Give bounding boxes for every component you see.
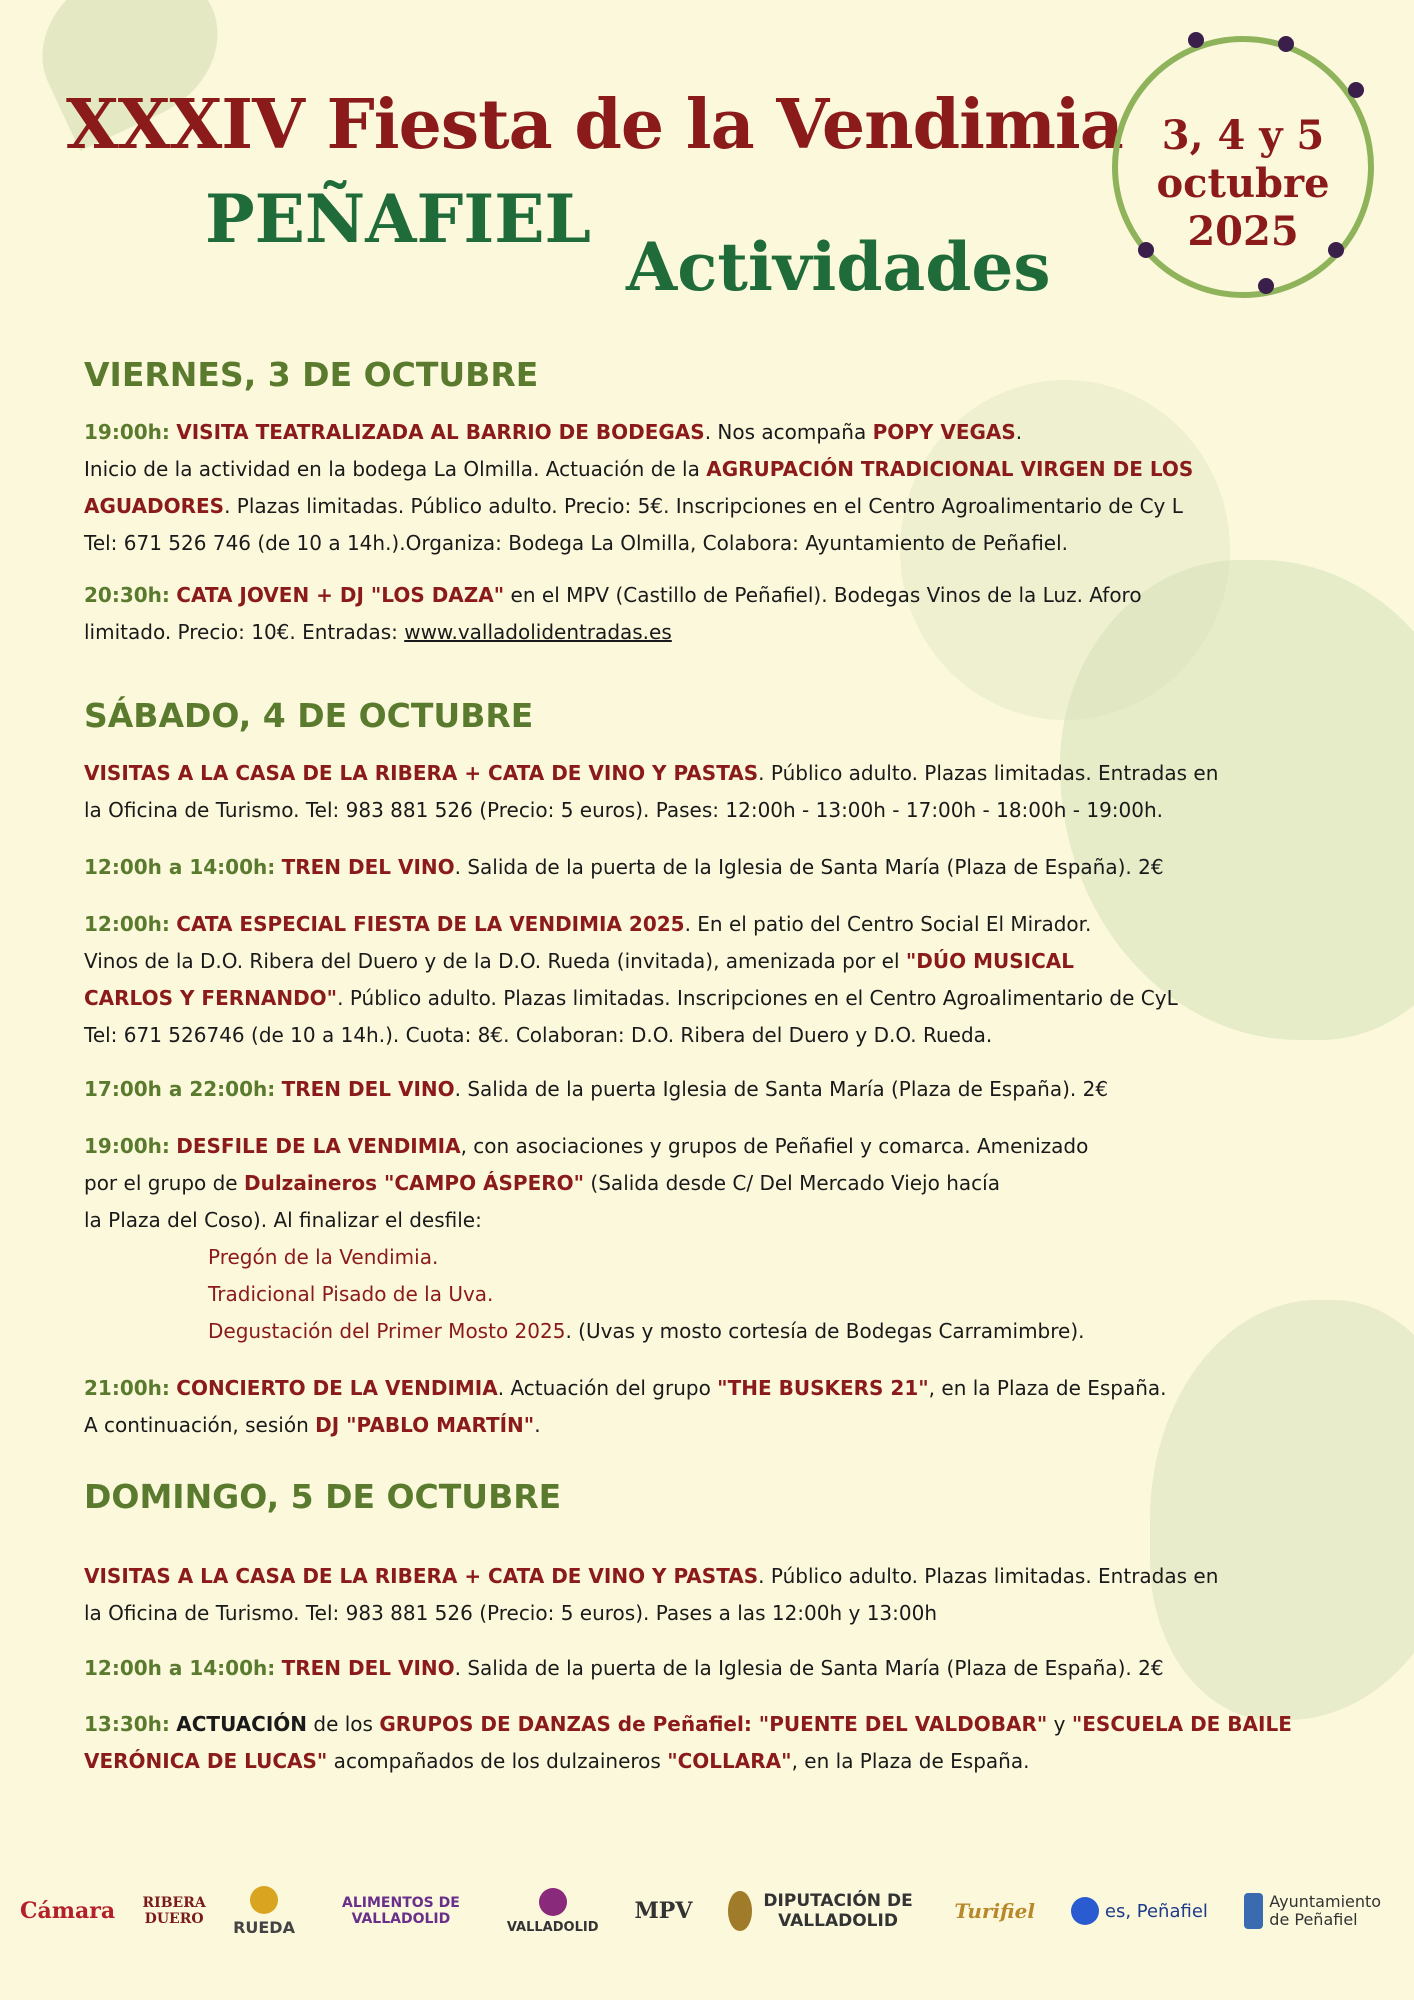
- event-name: VISITA TEATRALIZADA AL BARRIO DE BODEGAS: [176, 420, 705, 444]
- sub-activity: Pregón de la Vendimia.: [208, 1245, 439, 1269]
- group-name: VERÓNICA DE LUCAS": [84, 1749, 328, 1773]
- date-days: 3, 4 y 5: [1161, 112, 1325, 159]
- event-friday-1: 19:00h: VISITA TEATRALIZADA AL BARRIO DE BODEGAS. Nos acompaña POPY VEGAS. Inicio de la actividad en la bodega La Olmilla. Actuación de la AGRUPACIÓN TRADICIONAL VIRGEN DE LOS AGUADORES. Plazas limitadas. Público adulto. Precio: 5€. Inscripciones en el Centro Agroalimentario de Cy L Tel: 671 526 746 (de 10 a 14h.).Organiza: Bodega La Olmilla, Colabora: Ayuntamiento de Peñafiel.: [84, 420, 1194, 555]
- grape-icon: [1278, 36, 1294, 52]
- page-subtitle: Actividades: [626, 228, 1051, 306]
- festival-title: XXXIV Fiesta de la Vendimia: [66, 85, 1123, 165]
- dj-name: DJ "PABLO MARTÍN": [315, 1413, 535, 1437]
- sub-activity: Tradicional Pisado de la Uva.: [208, 1282, 494, 1306]
- tickets-link[interactable]: www.valladolidentradas.es: [404, 620, 672, 644]
- sub-activity: Degustación del Primer Mosto 2025: [208, 1319, 566, 1343]
- event-name: TREN DEL VINO: [281, 1077, 455, 1101]
- event-saturday-1: VISITAS A LA CASA DE LA RIBERA + CATA DE VINO Y PASTAS. Público adulto. Plazas limitadas. Entradas en la Oficina de Turismo. Tel: 983 881 526 (Precio: 5 euros). Pases: 12:00h - 13:00h - 17:00h - 18:00h - 19:00h.: [84, 761, 1219, 822]
- grape-icon: [1258, 278, 1274, 294]
- ayuntamiento-penafiel-logo: Ayuntamiento de Peñafiel: [1244, 1893, 1394, 1929]
- day-heading-sunday: DOMINGO, 5 DE OCTUBRE: [84, 1477, 562, 1516]
- turifiel-logo: Turifiel: [954, 1899, 1035, 1923]
- day-heading-friday: VIERNES, 3 DE OCTUBRE: [84, 355, 539, 394]
- es-penafiel-logo: es, Peñafiel: [1071, 1897, 1208, 1925]
- camara-logo: Cámara: [20, 1898, 116, 1924]
- event-saturday-5: 19:00h: DESFILE DE LA VENDIMIA, con asociaciones y grupos de Peñafiel y comarca. Amenizado por el grupo de Dulzaineros "CAMPO ÁSPERO" (Salida desde C/ Del Mercado Viejo hacía la Plaza del Coso). Al finalizar el desfile: Pregón de la Vendimia. Tradicional Pisado de la Uva. Degustación del Primer Mosto 2025. (Uvas y mosto cortesía de Bodegas Carramimbre).: [84, 1134, 1089, 1343]
- alimentos-valladolid-logo: ALIMENTOS DE VALLADOLID: [342, 1895, 460, 1927]
- event-time: 21:00h:: [84, 1376, 170, 1400]
- event-time: 19:00h:: [84, 1134, 170, 1158]
- grape-icon: [1188, 32, 1204, 48]
- sponsor-logos: [20, 1868, 1394, 1954]
- diputacion-valladolid-logo: DIPUTACIÓN DE VALLADOLID: [728, 1891, 918, 1931]
- event-name: CONCIERTO DE LA VENDIMIA: [176, 1376, 498, 1400]
- town-name: PEÑAFIEL: [205, 180, 591, 258]
- ribera-duero-logo: RIBERA DUERO: [142, 1895, 206, 1927]
- event-name: CATA ESPECIAL FIESTA DE LA VENDIMIA 2025: [176, 912, 685, 936]
- festival-dates: [1112, 112, 1374, 256]
- grape-icon: [1348, 82, 1364, 98]
- group-name: AGRUPACIÓN TRADICIONAL VIRGEN DE LOS: [706, 457, 1194, 481]
- event-time: 12:00h:: [84, 912, 170, 936]
- group-name: "ESCUELA DE BAILE: [1071, 1712, 1292, 1736]
- event-saturday-3: 12:00h: CATA ESPECIAL FIESTA DE LA VENDIMIA 2025. En el patio del Centro Social El Mirador. Vinos de la D.O. Ribera del Duero y de la D.O. Rueda (invitada), amenizada por el "DÚO MUSICAL CARLOS Y FERNANDO". Público adulto. Plazas limitadas. Inscripciones en el Centro Agroalimentario de CyL Tel: 671 526746 (de 10 a 14h.). Cuota: 8€. Colaboran: D.O. Ribera del Duero y D.O. Rueda.: [84, 912, 1178, 1047]
- event-saturday-2: 12:00h a 14:00h: TREN DEL VINO. Salida de la puerta de la Iglesia de Santa María (Plaza de España). 2€: [84, 855, 1164, 879]
- valladolid-logo: VALLADOLID: [507, 1888, 599, 1935]
- rueda-icon: [250, 1886, 278, 1914]
- group-name: "THE BUSKERS 21": [717, 1376, 929, 1400]
- group-name: "COLLARA": [667, 1749, 792, 1773]
- event-name: VISITAS A LA CASA DE LA RIBERA + CATA DE VINO Y PASTAS: [84, 761, 759, 785]
- event-time: 17:00h a 22:00h:: [84, 1077, 276, 1101]
- event-time: 20:30h:: [84, 583, 170, 607]
- event-saturday-4: 17:00h a 22:00h: TREN DEL VINO. Salida de la puerta Iglesia de Santa María (Plaza de España). 2€: [84, 1077, 1109, 1101]
- rueda-logo: RUEDA: [233, 1886, 295, 1937]
- event-sunday-1: VISITAS A LA CASA DE LA RIBERA + CATA DE VINO Y PASTAS. Público adulto. Plazas limitadas. Entradas en la Oficina de Turismo. Tel: 983 881 526 (Precio: 5 euros). Pases a las 12:00h y 13:00h: [84, 1564, 1219, 1625]
- event-saturday-6: 21:00h: CONCIERTO DE LA VENDIMIA. Actuación del grupo "THE BUSKERS 21", en la Plaza de España. A continuación, sesión DJ "PABLO MARTÍN".: [84, 1376, 1167, 1437]
- event-name: TREN DEL VINO: [281, 1656, 455, 1680]
- date-year: 2025: [1187, 208, 1299, 255]
- date-month: octubre: [1156, 160, 1330, 207]
- es-penafiel-icon: [1071, 1897, 1099, 1925]
- event-time: 12:00h a 14:00h:: [84, 1656, 276, 1680]
- event-name: ACTUACIÓN: [176, 1712, 308, 1736]
- group-name: AGUADORES: [84, 494, 225, 518]
- eye-icon: [539, 1888, 567, 1916]
- day-heading-saturday: SÁBADO, 4 DE OCTUBRE: [84, 696, 534, 735]
- event-sunday-2: 12:00h a 14:00h: TREN DEL VINO. Salida de la puerta de la Iglesia de Santa María (Plaza de España). 2€: [84, 1656, 1164, 1680]
- grape-leaf-decoration: [1150, 1300, 1414, 1720]
- event-name: TREN DEL VINO: [281, 855, 455, 879]
- event-name: VISITAS A LA CASA DE LA RIBERA + CATA DE VINO Y PASTAS: [84, 1564, 759, 1588]
- event-friday-2: 20:30h: CATA JOVEN + DJ "LOS DAZA" en el MPV (Castillo de Peñafiel). Bodegas Vinos de la Luz. Aforo limitado. Precio: 10€. Entradas: www.valladolidentradas.es: [84, 583, 1142, 644]
- event-name: DESFILE DE LA VENDIMIA: [176, 1134, 461, 1158]
- event-sunday-3: 13:30h: ACTUACIÓN de los GRUPOS DE DANZAS de Peñafiel: "PUENTE DEL VALDOBAR" y "ESCUELA DE BAILE VERÓNICA DE LUCAS" acompañados de los dulzaineros "COLLARA", en la Plaza de España.: [84, 1712, 1292, 1773]
- guest-name: POPY VEGAS: [872, 420, 1016, 444]
- event-time: 12:00h a 14:00h:: [84, 855, 276, 879]
- event-time: 13:30h:: [84, 1712, 170, 1736]
- group-name: CARLOS Y FERNANDO": [84, 986, 338, 1010]
- event-name: CATA JOVEN + DJ "LOS DAZA": [176, 583, 505, 607]
- event-time: 19:00h:: [84, 420, 170, 444]
- coat-of-arms-icon: [728, 1891, 751, 1931]
- group-name: GRUPOS DE DANZAS de Peñafiel: "PUENTE DEL VALDOBAR": [379, 1712, 1048, 1736]
- shield-icon: [1244, 1893, 1263, 1929]
- mpv-logo: MPV: [634, 1898, 693, 1924]
- group-name: Dulzaineros "CAMPO ÁSPERO": [243, 1171, 585, 1195]
- group-name: "DÚO MUSICAL: [905, 949, 1074, 973]
